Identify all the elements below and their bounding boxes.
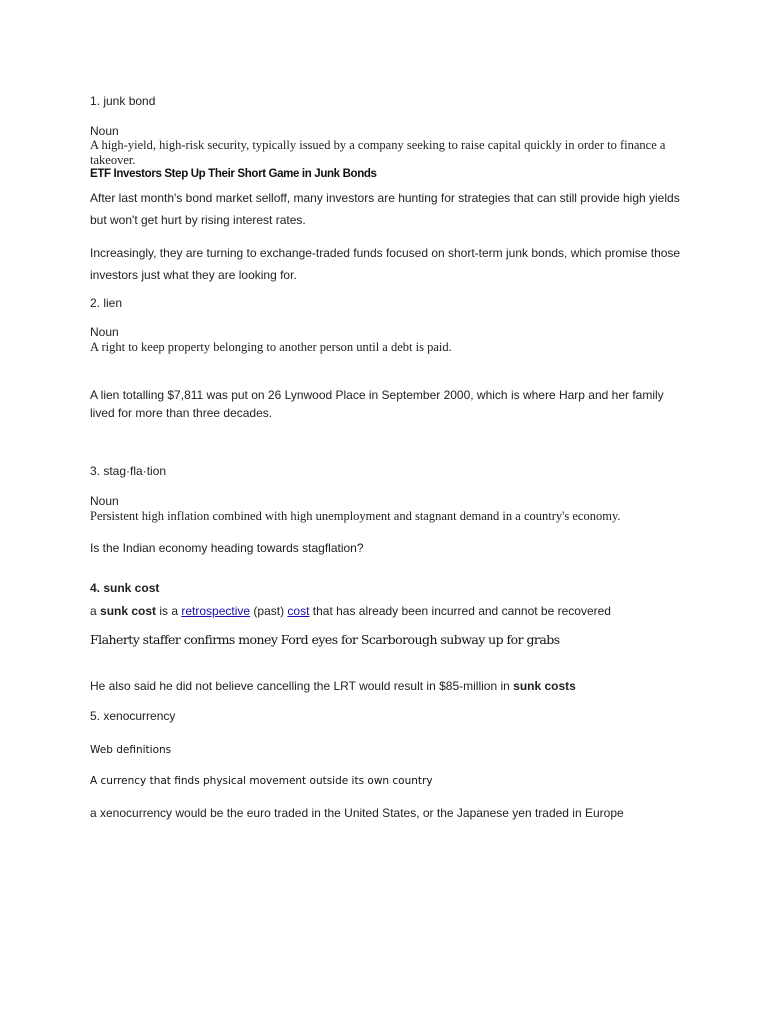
definition-text: a [90, 604, 101, 618]
definition-text: (past) [250, 604, 288, 618]
entry-heading-xenocurrency: 5. xenocurrency [90, 709, 176, 723]
example-sentence [90, 679, 576, 693]
definition-lien: A right to keep property belonging to another person until a debt is paid. [90, 340, 452, 354]
cost-link[interactable]: cost [287, 604, 310, 618]
entry-heading-stagflation: 3. stag·fla·tion [90, 464, 167, 478]
example-sentence: Is the Indian economy heading towards stagflation? [90, 541, 364, 555]
retrospective-link[interactable]: retrospective [181, 604, 251, 618]
web-definition: A currency that finds physical movement outside its own country [90, 775, 433, 787]
definition-text: is a [156, 604, 182, 618]
definition-junk-bond: A high-yield, high-risk security, typically issued by a company seeking to raise capital quickly in order to finance a takeover. [90, 138, 666, 167]
example-sentence: a xenocurrency would be the euro traded in the United States, or the Japanese yen traded in Europe [90, 806, 624, 820]
article-paragraph: Increasingly, they are turning to exchange-traded funds focused on short-term junk bonds, which promise those investors just what they are looking for. [90, 246, 681, 282]
defined-term: sunk cost [100, 604, 157, 618]
entry-heading-junk-bond: 1. junk bond [90, 94, 156, 108]
entry-heading-lien: 2. lien [90, 296, 123, 310]
part-of-speech: Noun [90, 494, 119, 508]
part-of-speech: Noun [90, 325, 119, 339]
entry-heading-sunk-cost: 4. sunk cost [90, 581, 160, 595]
definition-stagflation: Persistent high inflation combined with high unemployment and stagnant demand in a country's economy. [90, 509, 621, 523]
part-of-speech: Noun [90, 124, 119, 138]
definition-sunk-cost [90, 604, 611, 618]
article-paragraph: After last month's bond market selloff, many investors are hunting for strategies that can still provide high yields but won't get hurt by rising interest rates. [90, 191, 680, 227]
article-headline: ETF Investors Step Up Their Short Game in Junk Bonds [90, 168, 377, 180]
example-sentence: A lien totalling $7,811 was put on 26 Lynwood Place in September 2000, which is where Harp and her family lived for more than three decades. [90, 388, 664, 420]
article-headline: Flaherty staffer confirms money Ford eyes for Scarborough subway up for grabs [90, 632, 560, 647]
example-term: sunk costs [513, 679, 576, 693]
definition-text: that has already been incurred and cannot be recovered [309, 604, 611, 618]
web-definitions-label: Web definitions [90, 744, 172, 756]
example-text: He also said he did not believe cancelling the LRT would result in $85-million in [90, 679, 514, 693]
